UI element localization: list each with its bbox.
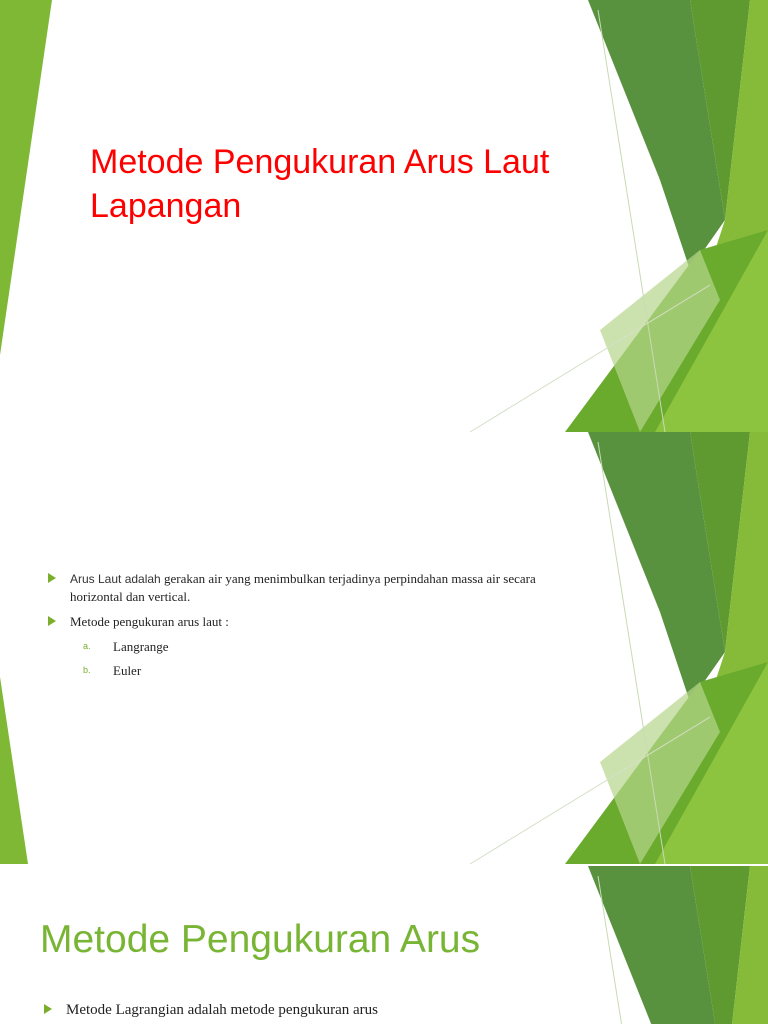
- triangle-bullet-icon: [48, 573, 56, 583]
- slide-2: [0, 432, 768, 866]
- slide-title: Metode Pengukuran Arus: [40, 918, 481, 961]
- slide-body: [44, 1001, 564, 1024]
- slide-title: Metode Pengukuran Arus Laut Lapangan: [90, 143, 550, 225]
- sub-item-text: Langrange: [113, 639, 169, 654]
- triangle-bullet-icon: [48, 616, 56, 626]
- sub-item-text: Euler: [113, 663, 142, 678]
- bullet-item: [48, 570, 588, 606]
- sub-list-item: [48, 662, 588, 680]
- slide-1: [0, 0, 768, 432]
- list-marker: a.: [83, 641, 91, 651]
- slide-body: [48, 570, 588, 686]
- bullet-text: Metode pengukuran arus laut :: [70, 614, 229, 629]
- bullet-text: gerakan air yang menimbulkan terjadinya perpindahan massa air secara horizontal dan vertical.: [70, 571, 536, 604]
- triangle-bullet-icon: [44, 1004, 52, 1014]
- bullet-item: [48, 613, 588, 631]
- sub-list-item: [48, 638, 588, 656]
- bullet-lead: Arus Laut adalah: [70, 572, 161, 586]
- list-marker: b.: [83, 665, 91, 675]
- slide-3: [0, 866, 768, 1024]
- bullet-text: Metode Lagrangian adalah metode pengukuran arus: [66, 1002, 378, 1018]
- bullet-item: [44, 1001, 564, 1019]
